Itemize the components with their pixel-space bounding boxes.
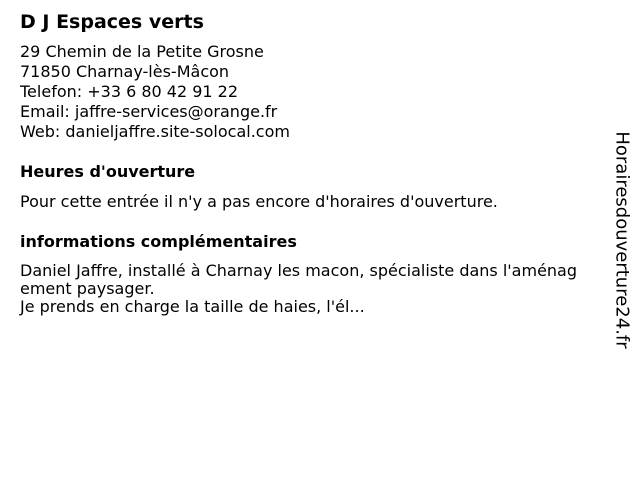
web-line[interactable]: Web: danieljaffre.site-solocal.com [20, 122, 290, 141]
additional-info-text [20, 262, 580, 316]
phone-line[interactable]: Telefon: +33 6 80 42 91 22 [20, 82, 239, 101]
opening-hours-text: Pour cette entrée il n'y a pas encore d'horaires d'ouverture. [20, 192, 498, 211]
street-address: 29 Chemin de la Petite Grosne [20, 42, 264, 61]
address-block [20, 42, 600, 142]
business-card [20, 10, 600, 316]
site-watermark: Horairesdouverture24.fr [611, 131, 633, 349]
opening-hours-heading: Heures d'ouverture [20, 162, 196, 181]
additional-info-heading: informations complémentaires [20, 232, 297, 251]
city-address: 71850 Charnay-lès-Mâcon [20, 62, 230, 81]
email-line[interactable]: Email: jaffre-services@orange.fr [20, 102, 278, 121]
business-name: D J Espaces verts [20, 11, 204, 33]
additional-info-line-1: Daniel Jaffre, installé à Charnay les macon, spécialiste dans l'aménagement paysager. [20, 261, 578, 298]
additional-info-line-2: Je prends en charge la taille de haies, l'él... [20, 297, 365, 316]
